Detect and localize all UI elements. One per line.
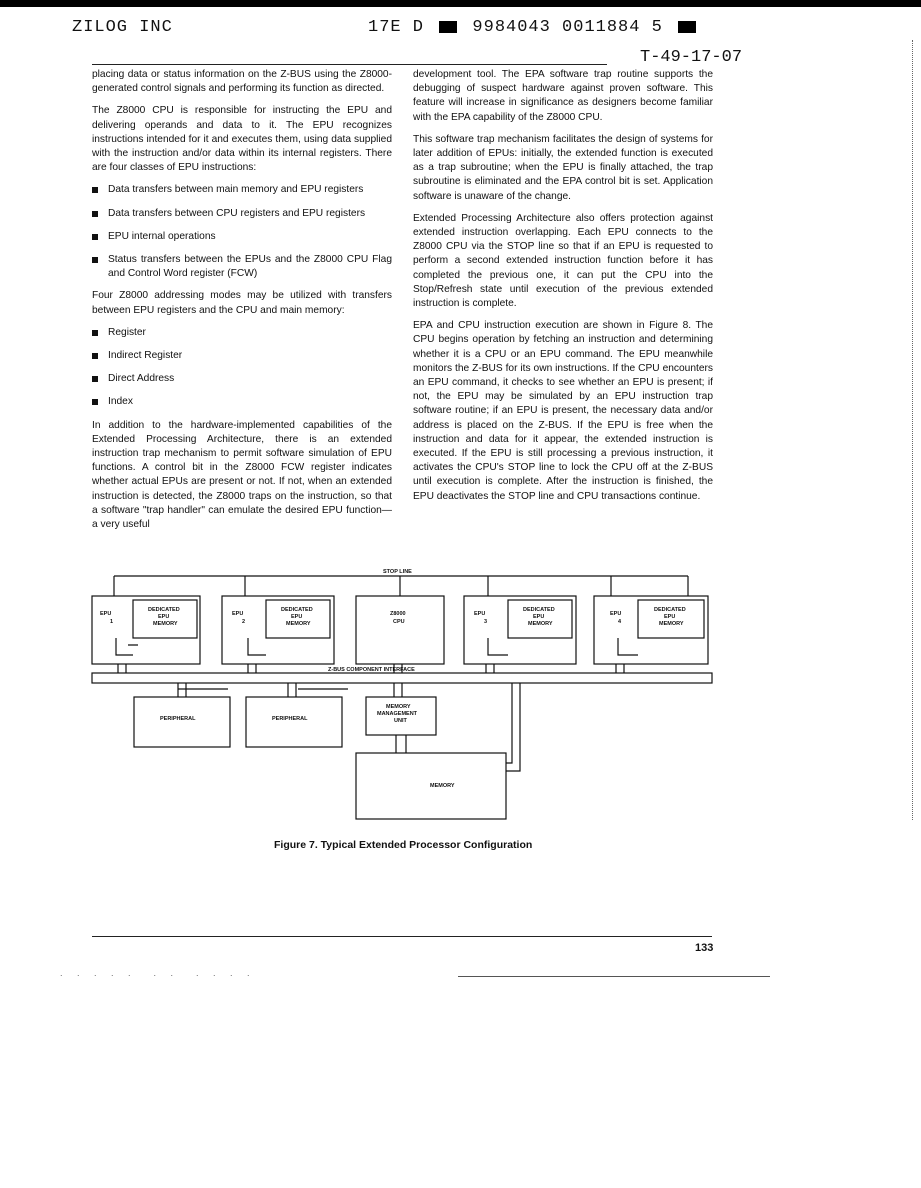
scan-noise: . . . . . . . . . . . [60, 968, 256, 978]
cpu-label: Z8000 [390, 611, 406, 617]
cpu-label: CPU [393, 619, 405, 625]
redaction-block [439, 21, 457, 33]
epu-label: EPU [610, 611, 622, 617]
connector [248, 638, 266, 655]
bullet-icon [92, 395, 108, 410]
epu-label: EPU [100, 611, 112, 617]
connector [488, 638, 508, 655]
figure-caption: Figure 7. Typical Extended Processor Configuration [274, 839, 533, 851]
connector [116, 638, 138, 655]
list-item: Data transfers between CPU registers and EPU registers [92, 207, 392, 222]
epu-box [92, 596, 200, 664]
list-item: Indirect Register [92, 349, 392, 364]
list-item: EPU internal operations [92, 230, 392, 245]
dedicated-label: DEDICATED [148, 607, 180, 613]
epu-box [222, 596, 334, 664]
paragraph: Extended Processing Architecture also offers protection against extended instruction overlapping. Each EPU connects to the Z8000 CPU via the STOP line so that if an EPU is requested to perform a second extended instruction function before it has completed the previous one, it can put the CPU into the Stop/Refresh state until execution of the previous extended instruction is complete. [413, 212, 713, 310]
page-number: 133 [695, 942, 714, 954]
stop-line-label: STOP LINE [383, 569, 412, 575]
z-bus [92, 673, 712, 683]
epu-box [464, 596, 576, 664]
mmu-label: MANAGEMENT [377, 711, 418, 717]
right-column [413, 68, 713, 512]
epu-number: 2 [242, 619, 246, 625]
paragraph: placing data or status information on the Z-BUS using the Z8000-generated control signals and performing its function as directed. [92, 69, 392, 95]
scan-edge [912, 40, 915, 820]
configuration-diagram [88, 563, 718, 825]
paragraph: Four Z8000 addressing modes may be utilized with transfers between EPU registers and the CPU and main memory: [92, 290, 392, 316]
footer-rule [92, 936, 712, 937]
cpu-box [356, 596, 444, 664]
epu-label: EPU [474, 611, 486, 617]
dedicated-label: MEMORY [659, 621, 684, 627]
list-item: Status transfers between the EPUs and the Z8000 CPU Flag and Control Word register (FCW) [92, 253, 392, 281]
epu-label: EPU [232, 611, 244, 617]
list-item: Direct Address [92, 372, 392, 387]
dedicated-label: MEMORY [528, 621, 553, 627]
bus-memory-link [506, 683, 520, 771]
dedicated-label: EPU [158, 614, 170, 620]
scan-artifact-rule [458, 976, 770, 977]
dedicated-label: DEDICATED [523, 607, 555, 613]
paragraph: development tool. The EPA software trap routine supports the debugging of suspect hardware against proven software. This feature will increase in significance as designers become familiar with the EPA capability of the Z8000 CPU. [413, 69, 713, 123]
dedicated-label: DEDICATED [654, 607, 686, 613]
reference-code: T-49-17-07 [640, 48, 743, 67]
mmu-label: UNIT [394, 718, 407, 724]
paragraph: This software trap mechanism facilitates the design of systems for later addition of EPUs: initially, the extended function is executed as a trap subroutine; when the EPU is finally attached, the trap subroutine is eliminated and the EPA control bit is set. Application software is unaware of the change. [413, 133, 713, 202]
left-column [92, 68, 392, 540]
list-item: Register [92, 326, 392, 341]
bullet-icon [92, 230, 108, 245]
dedicated-label: EPU [291, 614, 303, 620]
epu-number: 4 [618, 619, 622, 625]
paragraph: EPA and CPU instruction execution are shown in Figure 8. The CPU begins operation by fetching an instruction and determining whether it is a CPU or an EPU command. The EPU meanwhile monitors the Z-BUS for its own instructions. If the CPU encounters an EPU command, it checks to see whether an EPU is present; if not, the EPU may be simulated by an EPU instruction trap software routine; if an EPU is present, the necessary data and/or address is placed on the Z-BUS. If the EPU is free when the instruction and data for it appear, the extended instruction is executed. If the EPU is still processing a previous instruction, it activates the CPU's STOP line to lock the CPU off at the Z-BUS until execution is complete. After the instruction is finished, the EPU deactivates the STOP line and CPU transactions continue. [413, 320, 713, 502]
dedicated-label: EPU [664, 614, 676, 620]
mmu-memory-link [396, 735, 406, 753]
doc-number: 9984043 0011884 5 [472, 18, 663, 37]
bullet-icon [92, 253, 108, 281]
peripheral-label: PERIPHERAL [272, 716, 308, 722]
mmu-label: MEMORY [386, 704, 411, 710]
connector [618, 638, 638, 655]
bullet-icon [92, 372, 108, 387]
paragraph: The Z8000 CPU is responsible for instructing the EPU and delivering operands and data to it. The EPU recognizes instructions intended for it and executes them, using data supplied with the instruction and/or data within its internal registers. There are four classes of EPU instructions: [92, 105, 392, 174]
header-code: 17E D [368, 18, 425, 37]
peripheral-box [134, 697, 230, 747]
peripheral-label: PERIPHERAL [160, 716, 196, 722]
bullet-icon [92, 183, 108, 198]
redaction-block [678, 21, 696, 33]
epu-number: 3 [484, 619, 488, 625]
bullet-icon [92, 349, 108, 364]
bullet-icon [92, 326, 108, 341]
dedicated-label: DEDICATED [281, 607, 313, 613]
page-header [72, 18, 861, 42]
paragraph: In addition to the hardware-implemented capabilities of the Extended Processing Architecture, there is an extended instruction trap mechanism to permit software simulation of EPU functions. A control bit in the Z8000 FCW register indicates whether actual EPUs are present or not. If not, when an extended instruction is detected, the Z8000 traps on the instruction, so that a software "trap handler" can emulate the desired EPU function—a very useful [92, 419, 392, 531]
list-item: Index [92, 395, 392, 410]
header-rule [92, 64, 607, 65]
bus-drops [178, 683, 402, 697]
company-name: ZILOG INC [72, 18, 173, 37]
list-item: Data transfers between main memory and EPU registers [92, 183, 392, 198]
memory-label: MEMORY [430, 783, 455, 789]
peripheral-box [246, 697, 342, 747]
epu-number: 1 [110, 619, 114, 625]
dedicated-label: EPU [533, 614, 545, 620]
bus-label: Z-BUS COMPONENT INTERFACE [328, 667, 415, 673]
header-codes [368, 18, 700, 37]
dedicated-label: MEMORY [286, 621, 311, 627]
epu-box [594, 596, 708, 664]
figure-extended-processor [88, 563, 718, 825]
scan-top-border [0, 0, 921, 7]
bullet-icon [92, 207, 108, 222]
dedicated-label: MEMORY [153, 621, 178, 627]
